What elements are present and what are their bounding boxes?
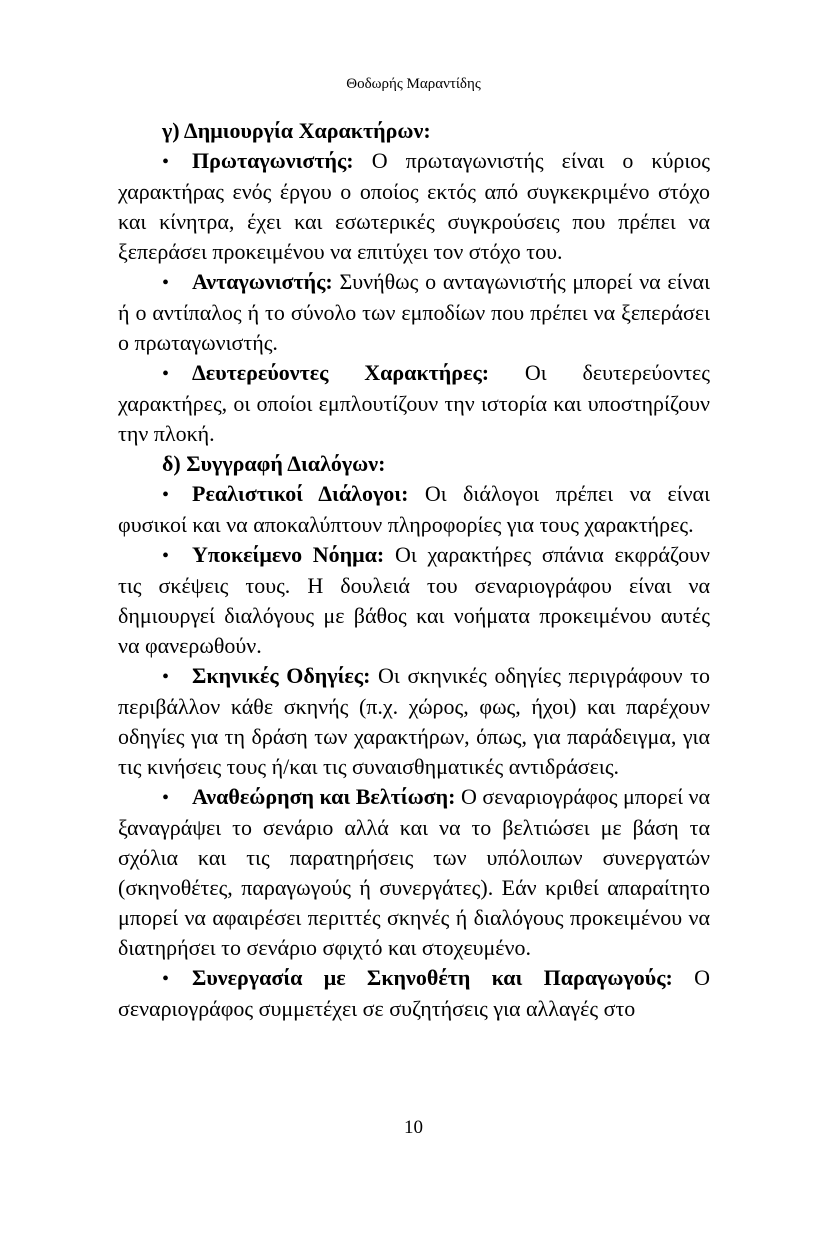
item-text: Οι χαρακτήρες σπάνια εκφράζουν τις σκέψεις τους. Η δουλειά του σεναριογράφου είναι να δημιουργεί διαλόγους με βάθος και νοήματα προκειμένου αυτές να φανερωθούν. [118,542,710,658]
bullet-icon: • [162,363,170,385]
section-heading-characters: γ) Δημιουργία Χαρακτήρων: [162,118,431,143]
item-text: Οι σκηνικές οδηγίες περιγράφουν το περιβάλλον κάθε σκηνής (π.χ. χώρος, φως, ήχοι) και παρέχουν οδηγίες για τη δράση των χαρακτήρων, όπως, για παράδειγμα, για τις κινήσεις τους ή/και τις συναισθηματικές αντιδράσεις. [118,663,710,779]
item-term: Ανταγωνιστής: [192,269,333,294]
item-term: Σκηνικές Οδηγίες: [192,663,371,688]
page-number: 10 [404,1117,423,1138]
item-term: Πρωταγωνιστής: [192,148,354,173]
list-item-revision [118,782,710,963]
bullet-icon: • [162,545,170,567]
bullet-icon: • [162,968,170,990]
list-item-subtext [118,540,710,661]
item-term: Αναθεώρηση και Βελτίωση: [192,784,456,809]
running-header: Θοδωρής Μαραντίδης [346,76,481,92]
list-item-protagonist [118,146,710,267]
list-item-antagonist [118,267,710,358]
section-heading-dialogues: δ) Συγγραφή Διαλόγων: [162,451,386,476]
item-text: Ο σεναριογράφος μπορεί να ξαναγράψει το σενάριο αλλά και να το βελτιώσει με βάση τα σχόλια και τις παρατηρήσεις των υπόλοιπων συνεργατών (σκηνοθέτες, παραγωγούς ή συνεργάτες). Εάν κριθεί απαραίτητο μπορεί να αφαιρέσει περιττές σκηνές ή διαλόγους προκειμένου να διατηρήσει το σενάριο σφιχτό και στοχευμένο. [118,784,710,960]
bullet-icon: • [162,484,170,506]
bullet-icon: • [162,272,170,294]
list-item-secondary-characters [118,358,710,449]
item-text: Οι δευτερεύοντες χαρακτήρες, οι οποίοι εμπλουτίζουν την ιστορία και υποστηρίζουν την πλοκή. [118,360,710,446]
bullet-icon: • [162,787,170,809]
item-text: Ο πρωταγωνιστής είναι ο κύριος χαρακτήρας ενός έργου ο οποίος εκτός από συγκεκριμένο στόχο και κίνητρα, έχει και εσωτερικές συγκρούσεις που πρέπει να ξεπεράσει προκειμένου να επιτύχει τον στόχο του. [118,148,710,264]
page-body [118,116,710,1024]
item-text: Οι διάλογοι πρέπει να είναι φυσικοί και να αποκαλύπτουν πληροφορίες για τους χαρακτήρες. [118,481,711,537]
list-item-stage-directions [118,661,710,782]
list-item-realistic-dialogues [118,479,710,540]
item-text: Ο σεναριογράφος συμμετέχει σε συζητήσεις για αλλαγές στο [118,965,711,1021]
item-term: Υποκείμενο Νόημα: [192,542,385,567]
list-item-collaboration [118,963,710,1024]
bullet-icon: • [162,151,170,173]
item-term: Συνεργασία με Σκηνοθέτη και Παραγωγούς: [192,965,673,990]
item-text: Συνήθως ο ανταγωνιστής μπορεί να είναι ή ο αντίπαλος ή το σύνολο των εμποδίων που πρέπει να ξεπεράσει ο πρωταγωνιστής. [118,269,710,355]
bullet-icon: • [162,666,170,688]
item-term: Δευτερεύοντες Χαρακτήρες: [192,360,490,385]
item-term: Ρεαλιστικοί Διάλογοι: [192,481,409,506]
